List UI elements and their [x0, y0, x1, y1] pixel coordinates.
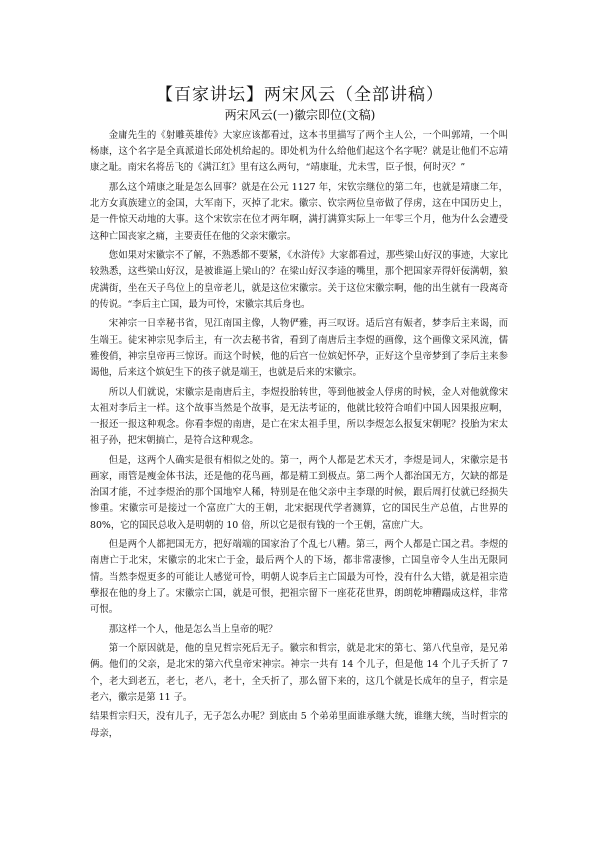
paragraph: 宋神宗一日幸秘书省，见江南国主像，人物俨雅，再三叹讶。适后宫有娠者，梦李后主来谒，而生端王。徒宋神宗见李后主，有一次去秘书省，看到了南唐后主李煜的画像，这个画像文采风流，儒雅俊俏，神宗皇帝再三惊讶。而这个时候，他的后宫一位嫔妃怀孕，正好这个皇帝梦到了李后主来参谒他，后来这个嫔妃生下的孩子就是端王，也就是后来的宋徽宗。 — [90, 318, 508, 379]
document-subtitle: 两宋风云(一)徽宗即位(文稿) — [224, 108, 376, 122]
paragraph: 但是两个人都把国无方，把好端端的国家治了个乱七八糟。第三，两个人都是亡国之君。李煜的南唐亡于北宋，宋徽宗的北宋亡于金，最后两个人的下场，都非常凄惨，亡国皇帝令人生出无限同情。当然李煜更多的可能让人感觉可怜，明朝人说李后主亡国最为可怜，没有什么大错，就是祖宗造孽报在他的身上了。宋徽宗亡国，就是可恨，把祖宗留下一座花花世界，朗朗乾坤糟蹋成这样，非常可恨。 — [90, 539, 508, 616]
document-title: 【百家讲坛】两宋风云（全部讲稿） — [156, 85, 444, 105]
paragraph: 金庸先生的《射雕英雄传》大家应该都看过，这本书里描写了两个主人公，一个叫郭靖，一个叫杨康，这个名字是全真派道长邱处机给起的。即处机为什么给他们起这个名字呢？就是让他们不忘靖康之耻。南宋名将岳飞的《满江红》里有这么两句，“靖康耻，尤未雪，臣子恨，何时灭？” — [90, 130, 508, 174]
document-body — [90, 128, 508, 843]
paragraph: 结果哲宗归天，没有儿子，无子怎么办呢？到底由 5 个弟弟里面谁承继大统，谁继大统，当时哲宗的母亲， — [90, 711, 508, 739]
paragraph: 那么这个靖康之耻是怎么回事？就是在公元 1127 年，宋钦宗继位的第二年，也就是靖康二年，北方女真族建立的金国，大军南下，灭掉了北宋。徽宗、钦宗两位皇帝做了俘虏，这在中国历史上，是一件惊天动地的大事。这个宋钦宗在位才两年啊，满打满算实际上一年零三个月，他为什么会遭受这种亡国丧家之痛，主要责任在他的父亲宋徽宗。 — [90, 182, 508, 242]
paragraph: 第一个原因就是，他的皇兄哲宗死后无子。徽宗和哲宗，就是北宋的第七、第八代皇帝，是兄弟俩。他们的父亲，是北宋的第六代皇帝宋神宗。神宗一共有 14 个儿子，但是他 14 个儿子夭折了 7 个，老大到老五，老七，老八，老十，全夭折了，那么留下来的，这几个就是长成年的皇子，哲宗是老六，徽宗是第 11 子。 — [90, 643, 508, 703]
paragraph: 所以人们就说，宋徽宗是南唐后主，李煜投胎转世，等到他被金人俘虏的时候，金人对他就像宋太祖对李后主一样。这个故事当然是个故事，是无法考证的，他就比较符合咱们中国人因果报应啊，一报还一报这种观念。你看李煜的南唐，是亡在宋太祖手里，所以李煜怎么报复宋朝呢？投胎为宋太祖子孙，把宋朝搞亡，是符合这种观念。 — [90, 386, 508, 447]
paragraph: 但是，这两个人确实是很有相似之处的。第一，两个人都是艺术天才，李煜是词人，宋徽宗是书画家，雨管是瘦金体书法，还是他的花鸟画，都是精工到极点。第二两个人都治国无方，欠缺的都是治国才能，不过李煜治的那个国地窄人稀，特别是在他父亲中主李璟的时候，跟后周打仗就已经损失惨重。宋徽宗可是接过一个富庶广大的王朝，北宋据现代学者测算，它的国民生产总值，占世界的 80%，它的国民总收入是明朝的 10 倍，所以它是很有钱的一个王朝，富庶广大。 — [90, 454, 508, 531]
paragraph: 您如果对宋徽宗不了解，不熟悉都不要紧，《水浒传》大家都看过，那些梁山好汉的事迹，大家比较熟悉，这些梁山好汉，是被谁逼上梁山的？在梁山好汉李逵的嘴里，那个把国家弄得奸佞满朝，狼虎满街，坐在天子鸟位上的皇帝老儿，就是这位宋徽宗。关于这位宋徽宗啊，他的出生就有一段离奇的传说。“李后主亡国，最为可怜，宋徽宗其后身也。 — [90, 250, 508, 310]
paragraph: 那这样一个人，他是怎么当上皇帝的呢？ — [108, 623, 278, 635]
